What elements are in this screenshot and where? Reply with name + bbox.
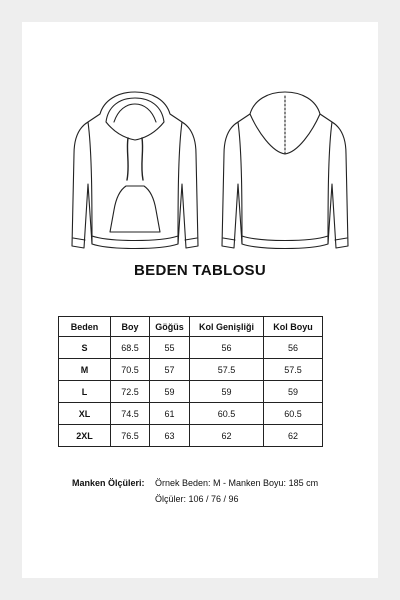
table-cell: 57	[150, 359, 190, 381]
table-cell: 57.5	[190, 359, 264, 381]
column-header: Kol Boyu	[264, 317, 323, 337]
size-cell: L	[59, 381, 111, 403]
table-cell: 68.5	[111, 337, 150, 359]
table-header-row	[59, 317, 323, 337]
table-cell: 63	[150, 425, 190, 447]
page-title: BEDEN TABLOSU	[134, 262, 266, 279]
table-cell: 72.5	[111, 381, 150, 403]
hoodie-back-icon	[220, 82, 350, 262]
column-header: Kol Genişliği	[190, 317, 264, 337]
table-row	[59, 403, 323, 425]
size-cell: XL	[59, 403, 111, 425]
table-row	[59, 337, 323, 359]
table-cell: 62	[190, 425, 264, 447]
table-cell: 74.5	[111, 403, 150, 425]
table-cell: 56	[190, 337, 264, 359]
column-header: Beden	[59, 317, 111, 337]
model-sample-size: Örnek Beden: M - Manken Boyu: 185 cm	[155, 478, 319, 488]
size-table	[58, 316, 323, 447]
table-cell: 59	[264, 381, 323, 403]
table-row	[59, 425, 323, 447]
table-cell: 60.5	[190, 403, 264, 425]
table-cell: 61	[150, 403, 190, 425]
column-header: Boy	[111, 317, 150, 337]
column-header: Göğüs	[150, 317, 190, 337]
size-cell: S	[59, 337, 111, 359]
table-cell: 60.5	[264, 403, 323, 425]
table-cell: 57.5	[264, 359, 323, 381]
hoodie-front-icon	[70, 82, 200, 262]
size-chart-card	[22, 22, 378, 578]
table-cell: 70.5	[111, 359, 150, 381]
table-cell: 76.5	[111, 425, 150, 447]
table-cell: 62	[264, 425, 323, 447]
table-row	[59, 381, 323, 403]
table-cell: 55	[150, 337, 190, 359]
size-cell: 2XL	[59, 425, 111, 447]
hoodie-illustrations	[22, 82, 378, 262]
size-cell: M	[59, 359, 111, 381]
table-cell: 59	[190, 381, 264, 403]
model-measurements-label: Manken Ölçüleri:	[72, 478, 145, 488]
table-cell: 59	[150, 381, 190, 403]
table-cell: 56	[264, 337, 323, 359]
model-body-measurements: Ölçüler: 106 / 76 / 96	[155, 494, 239, 504]
table-row	[59, 359, 323, 381]
